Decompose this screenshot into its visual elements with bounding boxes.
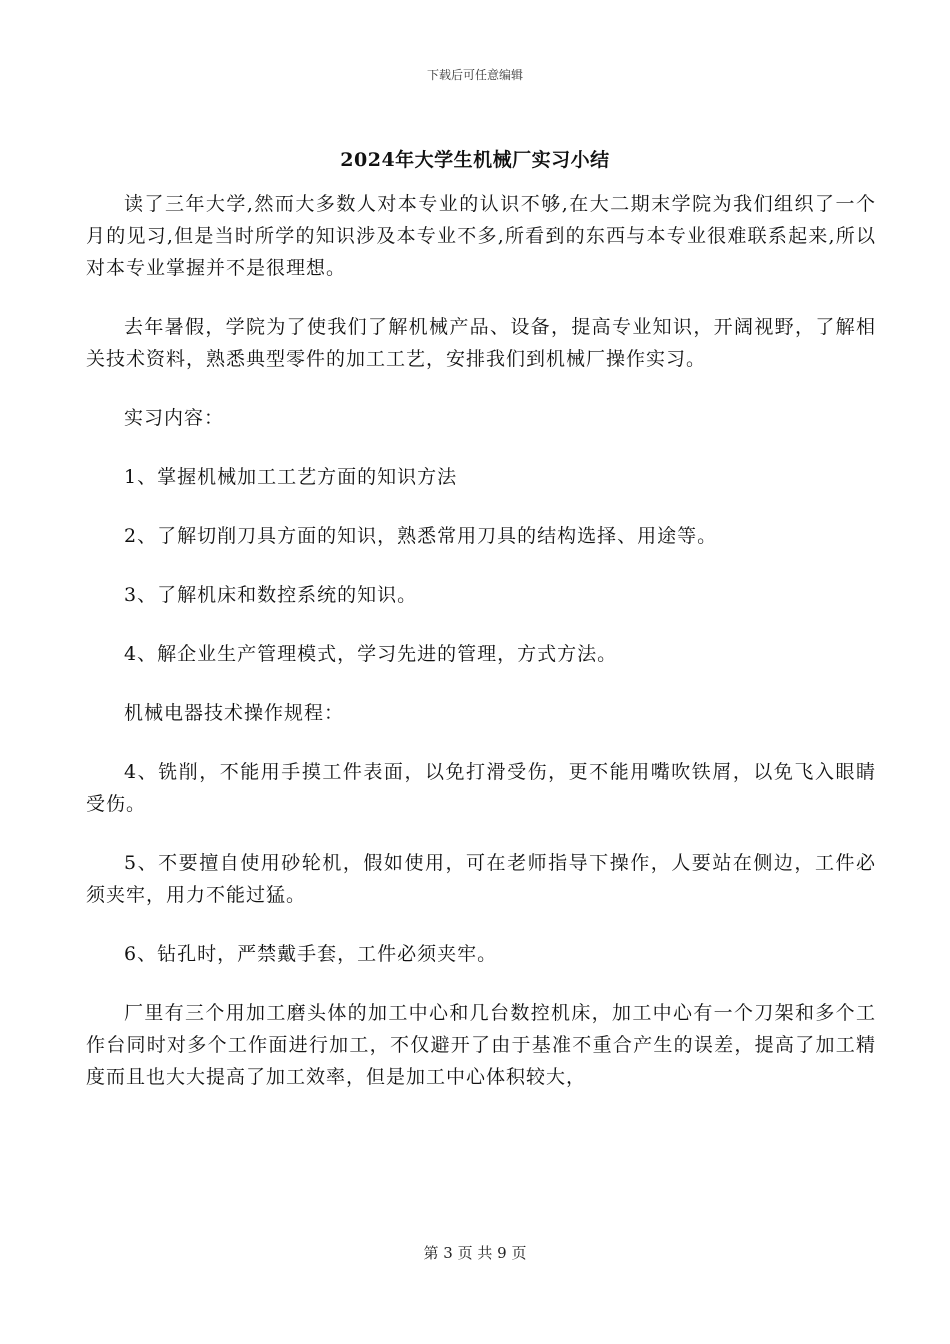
paragraph-content-heading: 实习内容：	[124, 407, 225, 429]
document-body	[86, 188, 876, 1120]
paragraph-content-item-3: 3、了解机床和数控系统的知识。	[124, 584, 418, 606]
document-title: 2024年大学生机械厂实习小结	[340, 149, 610, 171]
paragraph-factory-description: 厂里有三个用加工磨头体的加工中心和几台数控机床，加工中心有一个刀架和多个工作台同时对多个工作面进行加工，不仅避开了由于基准不重合产生的误差，提高了加工精度而且也大大提高了加工效率，但是加工中心体积较大，	[86, 1002, 876, 1088]
paragraph-rule-4: 4、铣削，不能用手摸工件表面，以免打滑受伤，更不能用嘴吹铁屑，以免飞入眼睛受伤。	[86, 761, 876, 815]
paragraph-content-item-4: 4、解企业生产管理模式，学习先进的管理，方式方法。	[124, 643, 618, 665]
header-note: 下载后可任意编辑	[426, 68, 523, 82]
paragraph-content-item-1: 1、掌握机械加工工艺方面的知识方法	[124, 466, 458, 488]
paragraph-rules-heading: 机械电器技术操作规程：	[124, 702, 345, 724]
paragraph-content-item-2: 2、了解切削刀具方面的知识，熟悉常用刀具的结构选择、用途等。	[124, 525, 718, 547]
page-indicator: 第 3 页 共 9 页	[423, 1244, 527, 1262]
paragraph-rule-5: 5、不要擅自使用砂轮机，假如使用，可在老师指导下操作，人要站在侧边，工件必须夹牢，用力不能过猛。	[86, 852, 876, 906]
paragraph-summer-internship: 去年暑假，学院为了使我们了解机械产品、设备，提高专业知识，开阔视野，了解相关技术资料，熟悉典型零件的加工工艺，安排我们到机械厂操作实习。	[86, 316, 876, 370]
paragraph-rule-6: 6、钻孔时，严禁戴手套，工件必须夹牢。	[124, 943, 498, 965]
paragraph-intro: 读了三年大学,然而大多数人对本专业的认识不够,在大二期末学院为我们组织了一个月的见习,但是当时所学的知识涉及本专业不多,所看到的东西与本专业很难联系起来,所以对本专业掌握并不是很理想。	[86, 193, 876, 279]
